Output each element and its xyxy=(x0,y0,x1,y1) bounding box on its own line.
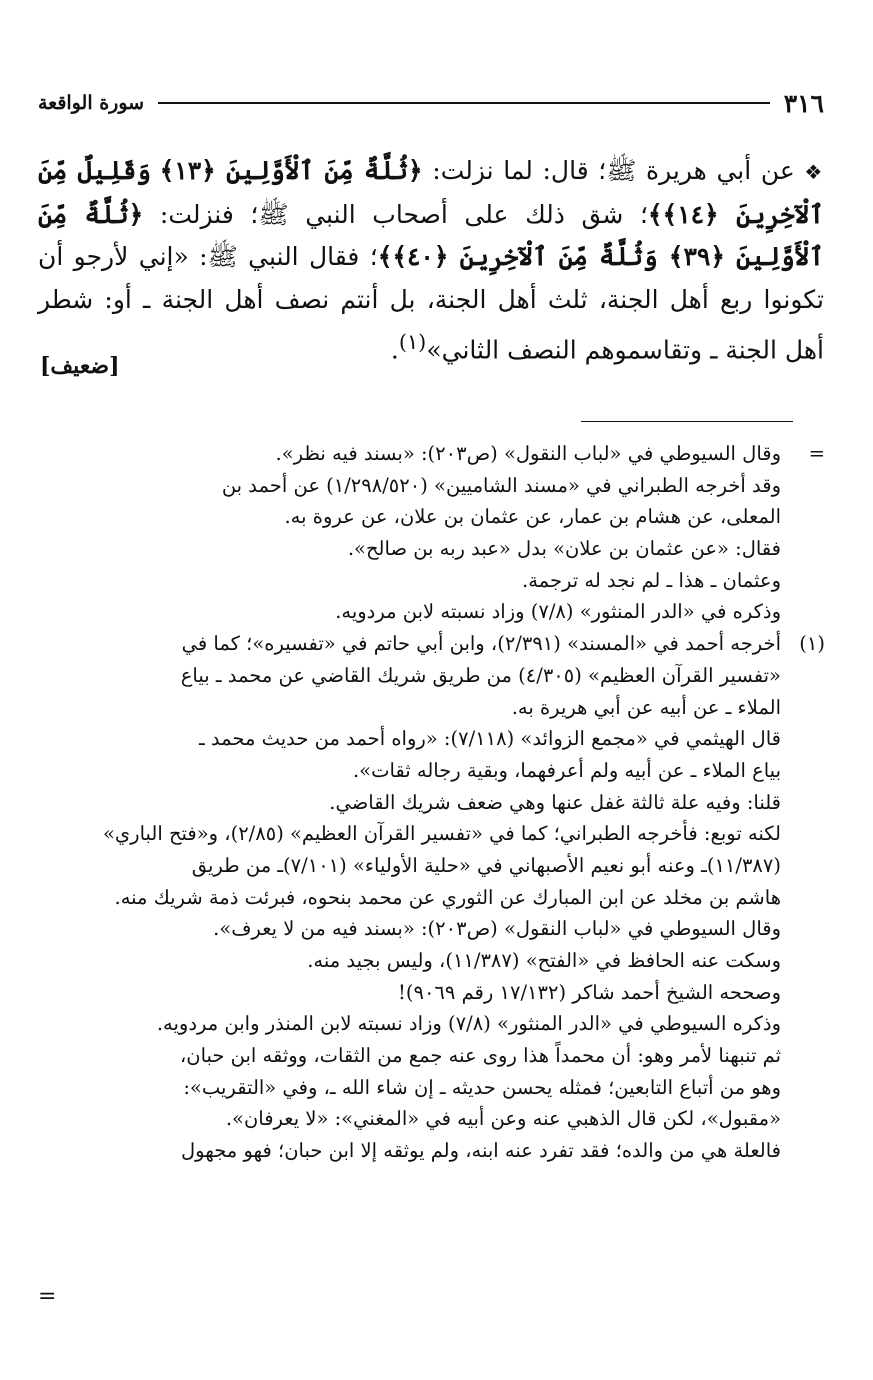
footnotes xyxy=(40,438,825,1167)
footnote-line xyxy=(40,596,825,628)
footnote-text: ثم تنبهنا لأمر وهو: أن محمداً هذا روى عنه جمع من الثقات، ووثقه ابن حبان، xyxy=(179,1044,781,1068)
footnote-text: «تفسير القرآن العظيم» (٤/٣٠٥) من طريق شريك القاضي عن محمد ـ بياع xyxy=(180,663,781,687)
running-header xyxy=(38,88,824,118)
footnote-line xyxy=(40,850,825,882)
footnote-line xyxy=(40,913,825,945)
quran-verse-39-40: ﴿ثُلَّةٌ مِّنَ ٱلْأَوَّلِينَ ﴿٣٩﴾ وَثُلَّةٌ مِّنَ ٱلْآخِرِينَ ﴿٤٠﴾﴾ xyxy=(38,199,824,271)
hadith-quote: ؛ فقال النبي ﷺ: «إني لأرجو أن تكونوا ربع أهل الجنة، ثلث أهل الجنة، بل أنتم نصف أهل الجنة ـ أو: شطر أهل الجنة ـ وتقاسموهم النصف الثاني» xyxy=(38,242,824,365)
footnote-text: وعثمان ـ هذا ـ لم نجد له ترجمة. xyxy=(522,568,781,592)
footnote-line xyxy=(40,723,825,755)
footnote-line xyxy=(40,470,825,502)
footnote-text: وقال السيوطي في «لباب النقول» (ص٢٠٣): «بسند فيه نظر». xyxy=(275,442,781,465)
footnote-line xyxy=(40,501,825,533)
footnote-text: «مقبول»، لكن قال الذهبي عنه وعن أبيه في «المغني»: «لا يعرفان». xyxy=(225,1107,781,1131)
footnote-line xyxy=(40,660,825,692)
footnote-line xyxy=(40,565,825,597)
footnote-line xyxy=(40,692,825,724)
footnote-line xyxy=(40,818,825,850)
footnote-line xyxy=(40,1135,825,1167)
footnote-text: وسكت عنه الحافظ في «الفتح» (١١/٣٨٧)، وليس بجيد منه. xyxy=(307,949,781,972)
footnote-line xyxy=(40,1040,825,1072)
footnote-text: قلنا: وفيه علة ثالثة غفل عنها وهي ضعف شريك القاضي. xyxy=(329,790,781,814)
footnote-marker: (١) xyxy=(799,632,825,656)
footnote-line xyxy=(40,787,825,819)
quran-verse-13-14: ﴿ثُلَّةٌ مِّنَ ٱلْأَوَّلِينَ ﴿١٣﴾ وَقَلِيلٌ مِّنَ ٱلْآخِرِينَ ﴿١٤﴾﴾ xyxy=(38,156,824,229)
footnote-line xyxy=(40,945,825,977)
footnote-text: هاشم بن مخلد عن ابن المبارك عن الثوري عن محمد بنحوه، فبرئت ذمة شريك منه. xyxy=(114,885,781,909)
footnote-reference: (١) xyxy=(398,330,427,354)
hadith-text xyxy=(38,150,824,372)
page-number: ٣١٦ xyxy=(783,88,824,118)
footnote-text: (١١/٣٨٧)ـ وعنه أبو نعيم الأصبهاني في «حلية الأولياء» (٧/١٠١)ـ من طريق xyxy=(191,853,781,877)
footnote-line xyxy=(40,533,825,565)
footnote-text: وقد أخرجه الطبراني في «مسند الشاميين» (١/٢٩٨/٥٢٠) عن أحمد بن xyxy=(221,473,781,497)
footnote-line xyxy=(40,977,825,1009)
hadith-middle: ؛ شق ذلك على أصحاب النبي ﷺ؛ فنزلت: xyxy=(143,199,648,229)
hadith-end: . xyxy=(390,335,399,365)
footnote-marker: = xyxy=(808,442,825,465)
footnote-line xyxy=(40,755,825,787)
footnote-text: قال الهيثمي في «مجمع الزوائد» (٧/١١٨): «رواه أحمد من حديث محمد ـ xyxy=(198,727,781,751)
footnote-text: المعلى، عن هشام بن عمار، عن عثمان بن علان، عن عروة به. xyxy=(284,505,781,529)
footnote-text: الملاء ـ عن أبيه عن أبي هريرة به. xyxy=(511,695,781,719)
footnote-text: وذكره السيوطي في «الدر المنثور» (٧/٨) وزاد نسبته لابن المنذر وابن مردويه. xyxy=(156,1012,781,1036)
footnote-line xyxy=(40,1072,825,1104)
footnote-text: فالعلة هي من والده؛ فقد تفرد عنه ابنه، ولم يوثقه إلا ابن حبان؛ فهو مجهول xyxy=(180,1139,781,1163)
footnote-line xyxy=(40,628,825,660)
footnote-text: وقال السيوطي في «لباب النقول» (ص٢٠٣): «بسند فيه من لا يعرف». xyxy=(213,917,781,941)
footnote-separator xyxy=(581,421,793,422)
footnote-line xyxy=(40,882,825,914)
grade-label: [ضعيف] xyxy=(40,353,120,379)
footnote-text: وذكره في «الدر المنثور» (٧/٨) وزاد نسبته لابن مردويه. xyxy=(335,600,781,624)
footnote-text: أخرجه أحمد في «المسند» (٢/٣٩١)، وابن أبي حاتم في «تفسيره»؛ كما في xyxy=(181,632,781,656)
surah-title: سورة الواقعة xyxy=(38,92,145,114)
footnote-line xyxy=(40,1103,825,1135)
footnote-text: وصححه الشيخ أحمد شاكر (١٧/١٣٢ رقم ٩٠٦٩)! xyxy=(398,980,781,1004)
footnote-text: لكنه توبع: فأخرجه الطبراني؛ كما في «تفسير القرآن العظيم» (٢/٨٥)، و«فتح الباري» xyxy=(102,822,781,846)
footnote-text: فقال: «عن عثمان بن علان» بدل «عبد ربه بن صالح». xyxy=(347,537,781,561)
paragraph-marker: ❖ xyxy=(804,160,824,184)
hadith-intro: عن أبي هريرة ﷺ؛ قال: لما نزلت: xyxy=(422,156,795,185)
footnote-text: وهو من أتباع التابعين؛ فمثله يحسن حديثه ـ إن شاء الله ـ، وفي «التقريب»: xyxy=(183,1075,781,1099)
continuation-mark: = xyxy=(38,1284,57,1309)
footnote-line xyxy=(40,1008,825,1040)
footnote-text: بياع الملاء ـ عن أبيه ولم أعرفهما، وبقية رجاله ثقات». xyxy=(352,758,781,782)
header-rule xyxy=(158,102,770,104)
footnote-line xyxy=(40,438,825,470)
